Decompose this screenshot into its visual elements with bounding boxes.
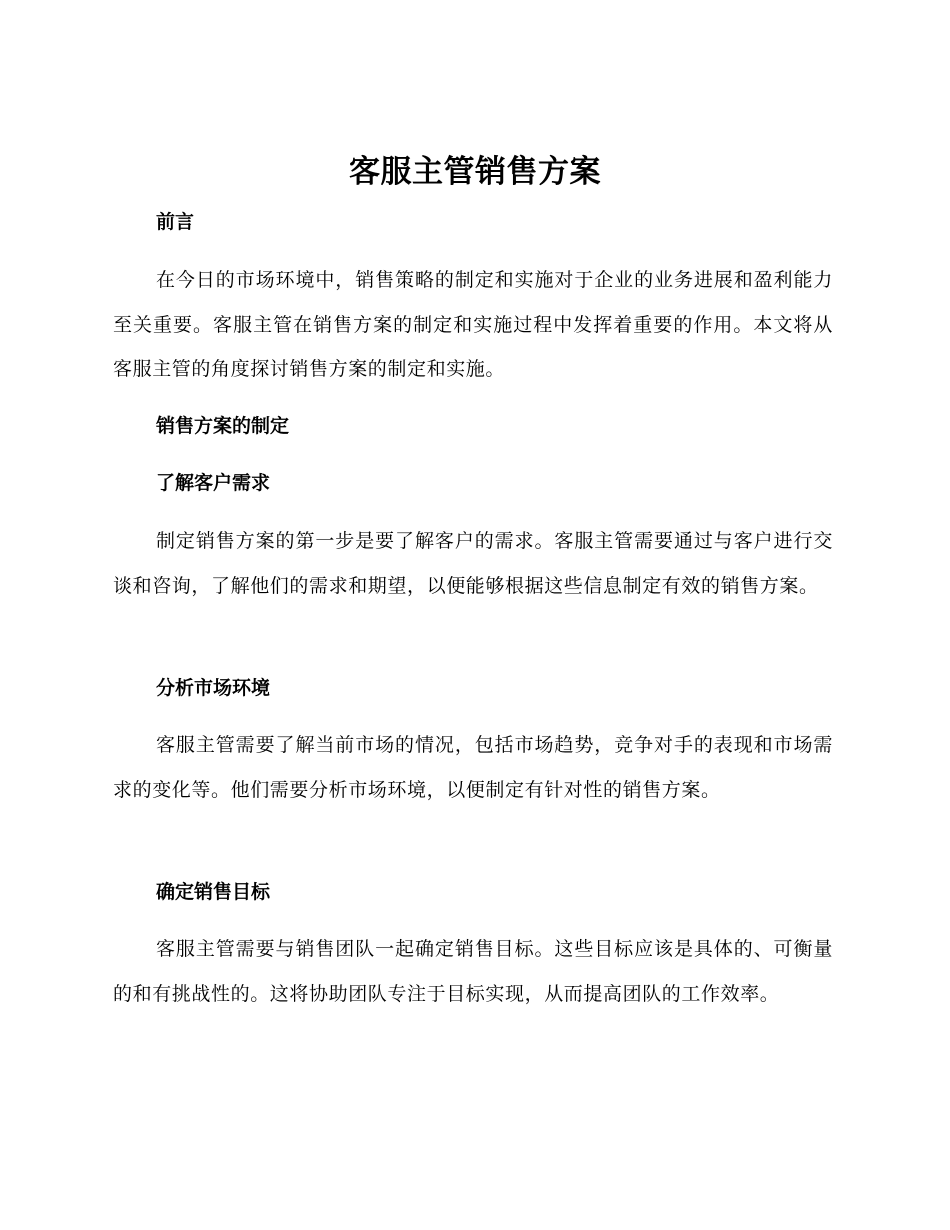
document-title: 客服主管销售方案 <box>349 154 601 190</box>
section-heading-plan-making: 销售方案的制定 <box>156 415 290 437</box>
section-heading-customer-needs: 了解客户需求 <box>156 472 271 494</box>
section-heading-sales-targets: 确定销售目标 <box>156 881 271 903</box>
section-heading-preface: 前言 <box>156 211 195 233</box>
paragraph-sales-targets: 客服主管需要与销售团队一起确定销售目标。这些目标应该是具体的、可衡量的和有挑战性的。这将协助团队专注于目标实现，从而提高团队的工作效率。 <box>113 938 833 1005</box>
paragraph-market-analysis: 客服主管需要了解当前市场的情况，包括市场趋势，竞争对手的表现和市场需求的变化等。他们需要分析市场环境，以便制定有针对性的销售方案。 <box>113 734 833 801</box>
section-heading-market-analysis: 分析市场环境 <box>156 677 271 699</box>
paragraph-preface: 在今日的市场环境中，销售策略的制定和实施对于企业的业务进展和盈利能力至关重要。客服主管在销售方案的制定和实施过程中发挥着重要的作用。本文将从客服主管的角度探讨销售方案的制定和实施。 <box>113 269 833 380</box>
paragraph-customer-needs: 制定销售方案的第一步是要了解客户的需求。客服主管需要通过与客户进行交谈和咨询，了解他们的需求和期望，以便能够根据这些信息制定有效的销售方案。 <box>113 530 833 597</box>
